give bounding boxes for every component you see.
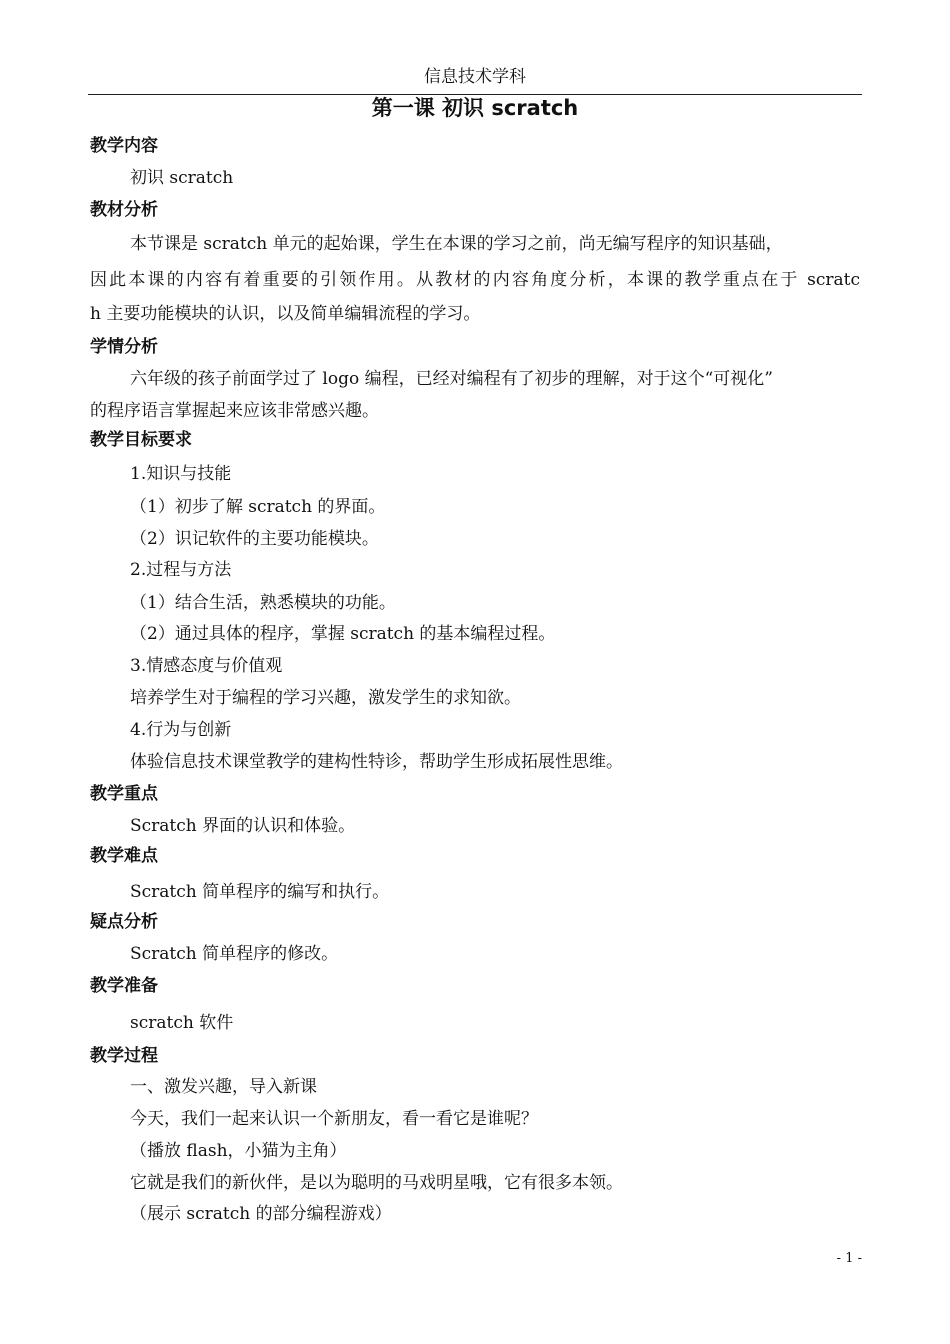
process-line: 它就是我们的新伙伴，是以为聪明的马戏明星哦，它有很多本领。 (130, 1173, 623, 1193)
analysis-line-1: 本节课是 scratch 单元的起始课，学生在本课的学习之前，尚无编写程序的知识基础， (130, 234, 783, 254)
goal-item: （2）识记软件的主要功能模块。 (130, 529, 379, 549)
students-line-2: 的程序语言掌握起来应该非常感兴趣。 (90, 401, 379, 421)
goal-item: 2.过程与方法 (130, 560, 232, 580)
process-line: 今天，我们一起来认识一个新朋友，看一看它是谁呢？ (130, 1109, 538, 1129)
heading-process: 教学过程 (90, 1046, 158, 1066)
goal-item: 1.知识与技能 (130, 464, 232, 484)
process-line: 一、激发兴趣，导入新课 (130, 1077, 317, 1097)
page-header: 信息技术学科 (424, 67, 526, 87)
content-text: 初识 scratch (130, 168, 234, 188)
goal-item: （2）通过具体的程序，掌握 scratch 的基本编程过程。 (130, 624, 556, 644)
heading-difficult: 教学难点 (90, 846, 158, 866)
heading-students: 学情分析 (90, 337, 158, 357)
heading-goals: 教学目标要求 (90, 430, 192, 450)
goal-item: 体验信息技术课堂教学的建构性特诊，帮助学生形成拓展性思维。 (130, 752, 623, 772)
heading-doubt: 疑点分析 (90, 912, 158, 932)
goal-item: 培养学生对于编程的学习兴趣，激发学生的求知欲。 (130, 688, 521, 708)
key-text: Scratch 界面的认识和体验。 (130, 816, 356, 836)
heading-prep: 教学准备 (90, 976, 158, 996)
heading-content: 教学内容 (90, 136, 158, 156)
goal-item: 4.行为与创新 (130, 720, 232, 740)
goal-item: 3.情感态度与价值观 (130, 656, 283, 676)
page-number: - 1 - (836, 1251, 862, 1266)
difficult-text: Scratch 简单程序的编写和执行。 (130, 882, 390, 902)
students-line-1: 六年级的孩子前面学过了 logo 编程，已经对编程有了初步的理解，对于这个“可视化” (130, 369, 773, 389)
analysis-line-3: h 主要功能模块的认识，以及简单编辑流程的学习。 (90, 304, 481, 324)
analysis-line-2: 因此本课的内容有着重要的引领作用。从教材的内容角度分析，本课的教学重点在于 scratc (90, 270, 860, 290)
goal-item: （1）结合生活，熟悉模块的功能。 (130, 593, 396, 613)
process-line: （播放 flash，小猫为主角） (130, 1141, 347, 1161)
goal-item: （1）初步了解 scratch 的界面。 (130, 497, 386, 517)
heading-analysis: 教材分析 (90, 200, 158, 220)
doubt-text: Scratch 简单程序的修改。 (130, 944, 339, 964)
lesson-title: 第一课 初识 scratch (371, 96, 579, 120)
heading-key: 教学重点 (90, 784, 158, 804)
prep-text: scratch 软件 (130, 1013, 234, 1033)
process-line: （展示 scratch 的部分编程游戏） (130, 1204, 392, 1224)
